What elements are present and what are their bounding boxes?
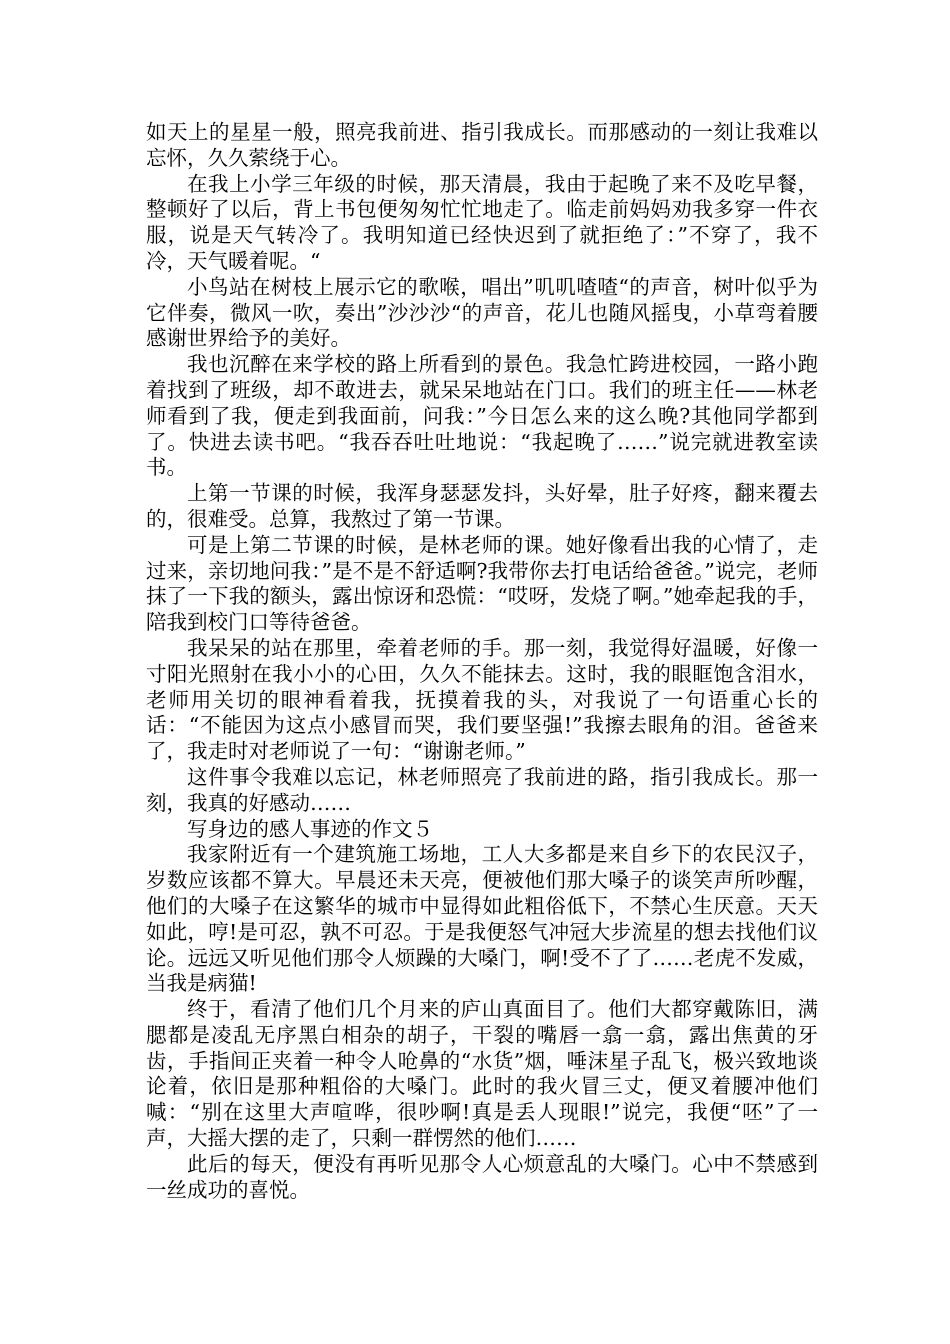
paragraph: 在我上小学三年级的时候，那天清晨，我由于起晚了来不及吃早餐，整顿好了以后，背上书包便匆匆忙忙地走了。临走前妈妈劝我多穿一件衣服，说是天气转冷了。我明知道已经快迟到了就拒绝了：”不穿了，我不冷，天气暖着呢。“	[146, 171, 818, 273]
document-body	[146, 120, 818, 1203]
paragraph: 此后的每天，便没有再听见那令人心烦意乱的大嗓门。心中不禁感到一丝成功的喜悦。	[146, 1151, 818, 1202]
paragraph: 小鸟站在树枝上展示它的歌喉，唱出”叽叽喳喳“的声音，树叶似乎为它伴奏，微风一吹，奏出”沙沙沙“的声音，花儿也随风摇曳，小草弯着腰感谢世界给予的美好。	[146, 274, 818, 351]
paragraph: 这件事令我难以忘记，林老师照亮了我前进的路，指引我成长。那一刻，我真的好感动……	[146, 764, 818, 815]
paragraph-continued: 如天上的星星一般，照亮我前进、指引我成长。而那感动的一刻让我难以忘怀，久久萦绕于心。	[146, 120, 818, 170]
paragraph: 上第一节课的时候，我浑身瑟瑟发抖，头好晕，肚子好疼，翻来覆去的，很难受。总算，我熬过了第一节课。	[146, 481, 818, 531]
paragraph: 我呆呆的站在那里，牵着老师的手。那一刻，我觉得好温暖，好像一寸阳光照射在我小小的心田，久久不能抹去。这时，我的眼眶饱含泪水，老师用关切的眼神看着我，抚摸着我的头，对我说了一句语重心长的话：“不能因为这点小感冒而哭，我们要坚强!”我擦去眼角的泪。爸爸来了，我走时对老师说了一句：“谢谢老师。”	[146, 635, 818, 764]
paragraph: 我也沉醉在来学校的路上所看到的景色。我急忙跨进校园，一路小跑着找到了班级，却不敢进去，就呆呆地站在门口。我们的班主任——林老师看到了我，便走到我面前，问我：”今日怎么来的这么晚?其他同学都到了。快进去读书吧。“我吞吞吐吐地说：“我起晚了……”说完就进教室读书。	[146, 352, 818, 480]
section-heading: 写身边的感人事迹的作文５	[187, 816, 433, 841]
paragraph: 终于，看清了他们几个月来的庐山真面目了。他们大都穿戴陈旧，满腮都是凌乱无序黑白相杂的胡子，干裂的嘴唇一翕一翕，露出焦黄的牙齿，手指间正夹着一种令人呛鼻的“水货”烟，唾沫星子乱飞，极兴致地谈论着，依旧是那种粗俗的大嗓门。此时的我火冒三丈，便叉着腰冲他们喊：“别在这里大声喧哗，很吵啊!真是丢人现眼!”说完，我便“呸”了一声，大摇大摆的走了，只剩一群愣然的他们……	[146, 997, 818, 1151]
paragraph: 可是上第二节课的时候，是林老师的课。她好像看出我的心情了，走过来，亲切地问我：”是不是不舒适啊?我带你去打电话给爸爸。”说完，老师抹了一下我的额头，露出惊讶和恐慌：“哎呀，发烧了啊。”她牵起我的手，陪我到校门口等待爸爸。	[146, 532, 818, 635]
paragraph: 我家附近有一个建筑施工场地，工人大多都是来自乡下的农民汉子，岁数应该都不算大。早晨还未天亮，便被他们那大嗓子的谈笑声所吵醒，他们的大嗓子在这繁华的城市中显得如此粗俗低下，不禁心生厌意。天天如此，哼!是可忍，孰不可忍。于是我便怒气冲冠大步流星的想去找他们议论。远远又听见他们那令人烦躁的大嗓门，啊!受不了了……老虎不发威，当我是病猫!	[146, 842, 818, 996]
